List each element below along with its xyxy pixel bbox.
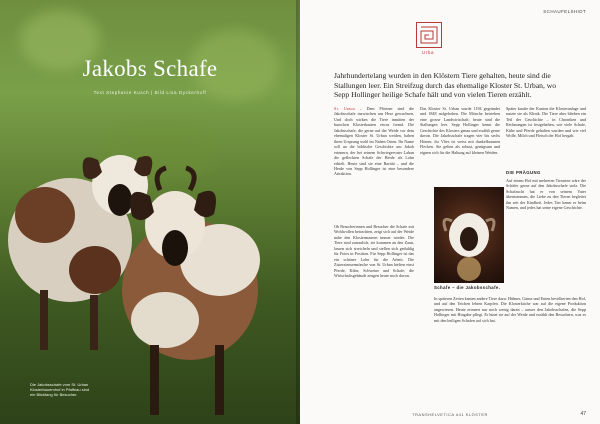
body-column-2 (420, 106, 500, 184)
inset-photo-caption (434, 285, 504, 290)
subhead-block (506, 170, 586, 175)
dropcap: St. Urban (334, 106, 356, 111)
inset-photo (434, 187, 504, 283)
labyrinth-icon (416, 22, 442, 48)
article-title: Jakobs Schafe (82, 56, 218, 81)
kicker-label: Urba (421, 50, 435, 55)
body-text: In späteren Zeiten kamen andere Tiere dazu: Hühner, Gänse und Enten bevölkerten den Hof, und auf den Teichen lebten Karpfen. Die Klosterküche war auf die eigene Produktion angewiesen. Heute erinnert nur noch wenig daran – ausser den Jakobsschafen, die Sepp Hollinger mit Hingabe pflegt. Er hütet sie auf der Weide und erzählt den Besuchern, was es mit den heiligen Schafen auf sich hat. (434, 296, 586, 323)
body-text: Auf einem Hof mit mehreren Tierarten wäre der Schäfer gerne auf den Jakobsschafe stolz. Die Schafzucht hat er von seinem Vater übernommen, die Liebe zu den Tieren begleitet ihn seit der Kindheit. Jedes Tier kennt er beim Namen, und jedes hat seine eigene Geschichte. (506, 178, 586, 211)
body-column-1 (334, 106, 414, 177)
subheading: DIE PRÄGUNG (506, 170, 541, 175)
article-credits: Text Stephanie Kusch | Bild Lisa Dyckerhoff (93, 90, 207, 95)
body-column-1b (334, 224, 414, 279)
body-text: Ob Besucherinnen und Besucher die Schafe mit Wohlwollen betrachten, zeigt sich auf der Weide nahe den Klostermauern immer wieder. Die Tiere sind zutraulich, sie kommen an den Zaun, lassen sich streicheln und stellen sich geduldig für Fotos in Position. Für Sepp Hollinger ist das ein schöner Lohn für die Arbeit. Die Zisterziensermönche von St. Urban hielten einst Pferde, Kühe, Schweine und Schafe; die Wirtschaftsgebäude zeugen heute noch davon. (334, 224, 414, 279)
photo-caption: Die Jakobsschafe vom St. Urban Klosterbauernhof in Pfaffnau sind ein Blickfang für Besucher. (30, 382, 90, 397)
text-page (300, 0, 600, 424)
body-text: – Dem Pförtner sind die Jakobsschafe inzwischen ans Herz gewachsen. Und doch wirken die Tiere inmitten der barocken Klosterbauten etwas fremd. Die Jakobsschafe, die gerne auf der Weide vor dem ehemaligen Kloster St. Urban weiden, haben ihren Ursprung wohl im Nahen Osten. Ihr Name soll an die biblische Geschichte um Jakob erinnern, der bei seinem Schwiegervater Laban die gefleckten Schafe der Herde als Lohn erhielt. Heute sind sie eine Rarität – und die Herde von Sepp Hollinger ist eine besondere Attraktion. (334, 106, 414, 177)
body-column-3b (506, 178, 586, 286)
lead-paragraph: Jahrhundertelang wurden in den Klöstern Tiere gehalten, heute sind die Stallungen leer. Ein Streifzug durch das ehemalige Kloster St. Urban, wo Sepp Hollinger heilige Schafe hält und von vielen Tieren erzählt. (334, 71, 557, 100)
page-footer: TRANSHELVETICA #41 KLÖSTER (412, 412, 488, 417)
body-text: Das Kloster St. Urban wurde 1194 gegründet und 1848 aufgehoben. Die Mönche betrieben eine grosse Landwirtschaft; heute sind die Stallungen leer. Sepp Hollinger kennt die Geschichte des Klosters genau und erzählt gerne davon. Die Jakobsschafe tragen vier bis sechs Hörner, ihr Vlies ist weiss mit dunkelbraunen Flecken. Sie gelten als robust, genügsam und eignen sich für die Haltung auf kleinen Weiden. (420, 106, 500, 155)
body-column-2b (434, 296, 586, 404)
section-tag: SCHAUFELSHIDT (543, 9, 586, 14)
inset-photo-caption-text: Schafe – die Jakobsschafe. (434, 285, 501, 290)
body-text: Später kaufte der Kanton die Klosteranlage und nutzte sie als Klinik. Die Tiere aber blieben ein Teil der Geschichte – in Chroniken und Rechnungen ist festgehalten, wie viele Schafe, Kühe und Pferde gehalten wurden und wie viel Wolle, Milch und Fleisch der Hof hergab. (506, 106, 586, 139)
body-column-3 (506, 106, 586, 168)
page-number: 47 (580, 411, 586, 417)
